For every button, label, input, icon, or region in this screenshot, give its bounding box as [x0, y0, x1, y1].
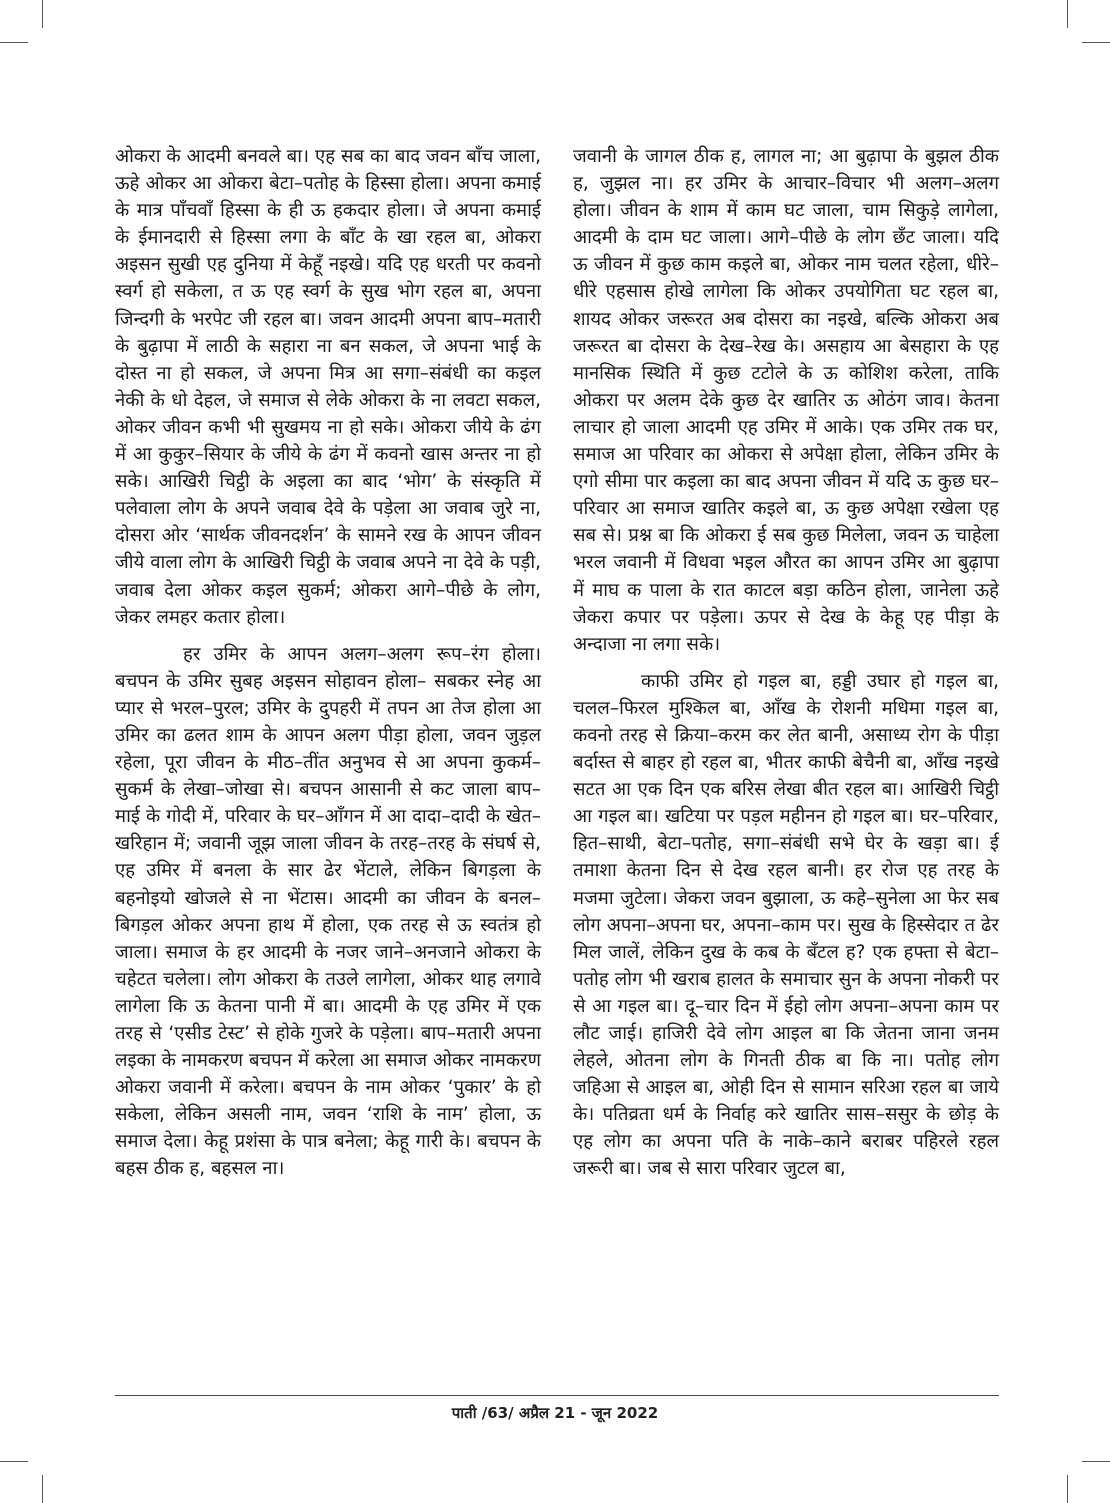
crop-mark: [42, 0, 43, 28]
paragraph: जवानी के जागल ठीक ह, लागल ना; आ बुढ़ापा के बुझल ठीक ह, जुझल ना। हर उमिर के आचार–विचार भी अलग–अलग होला। जीवन के शाम में काम घट जाला, चाम सिकुड़े लागेला, आदमी के दाम घट जाला। आगे–पीछे के लोग छँट जाला। यदि ऊ जीवन में कुछ काम कइले बा, ओकर नाम चलत रहेला, धीरे–धीरे एहसास होखे लागेला कि ओकर उपयोगिता घट रहल बा, शायद ओकर जरूरत अब दोसरा का नइखे, बल्कि ओकरा अब जरूरत बा दोसरा के देख–रेख के। असहाय आ बेसहारा के एह मानसिक स्थिति में कुछ टटोले के ऊ कोशिश करेला, ताकि ओकरा पर अलम देके कुछ देर खातिर ऊ ओठंग जाव। केतना लाचार हो जाला आदमी एह उमिर में आके। एक उमिर तक घर, समाज आ परिवार का ओकरा से अपेक्षा होला, लेकिन उमिर के एगो सीमा पार कइला का बाद अपना जीवन में यदि ऊ कुछ घर–परिवार आ समाज खातिर कइले बा, ऊ कुछ अपेक्षा रखेला एह सब से। प्रश्न बा कि ओकरा ई सब कुछ मिलेला, जवन ऊ चाहेला भरल जवानी में विधवा भइल औरत का आपन उमिर आ बुढ़ापा में माघ क पाला के रात काटल बड़ा कठिन होला, जानेला ऊहे जेकरा कपार पर पड़ेला। ऊपर से देख के केहू एह पीड़ा के अन्दाजा ना लगा सके।: [573, 146, 999, 655]
page-footer: पाती /63/ अप्रैल 21 - जून 2022: [451, 1404, 659, 1422]
crop-mark: [0, 1461, 28, 1462]
paragraph: हर उमिर के आपन अलग–अलग रूप–रंग होला। बचपन के उमिर सुबह अइसन सोहावन होला– सबकर स्नेह आ प्यार से भरल–पुरल; उमिर के दुपहरी में तपन आ तेज होला आ उमिर का ढलत शाम के आपन अलग पीड़ा होला, जवन जुड़ल रहेला, पूरा जीवन के मीठ–तींत अनुभव से आ अपना कुकर्म–सुकर्म के लेखा–जोखा से। बचपन आसानी से कट जाला बाप–माई के गोदी में, परिवार के घर–आँगन में आ दादा–दादी के खेत–खरिहान में; जवानी जूझ जाला जीवन के तरह–तरह के संघर्ष से, एह उमिर में बनला के सार ढेर भेंटाले, लेकिन बिगड़ला के बहनोइयो खोजले से ना भेंटास। आदमी का जीवन के बनल–बिगड़ल ओकर अपना हाथ में होला, एक तरह से ऊ स्वतंत्र हो जाला। समाज के हर आदमी के नजर जाने–अनजाने ओकरा के चहेटत चलेला। लोग ओकरा के तउले लागेला, ओकर थाह लगावे लागेला कि ऊ केतना पानी में बा। आदमी के एह उमिर में एक तरह से ‘एसीड टेस्ट’ से होके गुजरे के पड़ेला। बाप–मतारी अपना लइका के नामकरण बचपन में करेला आ समाज ओकर नामकरण ओकरा जवानी में करेला। बचपन के नाम ओकर ‘पुकार’ के हो सकेला, लेकिन असली नाम, जवन ‘राशि के नाम’ होला, ऊ समाज देला। केहू प्रशंसा के पात्र बनेला; केहू गारी के। बचपन के बहस ठीक ह, बहसल ना।: [115, 643, 541, 1180]
crop-mark: [0, 42, 28, 43]
paragraph: ओकरा के आदमी बनवले बा। एह सब का बाद जवन बॉंच जाला, ऊहे ओकर आ ओकरा बेटा–पतोह के हिस्सा होला। अपना कमाई के मात्र पाँचवाँ हिस्सा के ही ऊ हकदार होला। जे अपना कमाई के ईमानदारी से हिस्सा लगा के बाँट के खा रहल बा, ओकरा अइसन सुखी एह दुनिया में केहूँ नइखे। यदि एह धरती पर कवनो स्वर्ग हो सकेला, त ऊ एह स्वर्ग के सुख भोग रहल बा, अपना जिन्दगी के भरपेट जी रहल बा। जवन आदमी अपना बाप–मतारी के बुढ़ापा में लाठी के सहारा ना बन सकल, जे अपना भाई के दोस्त ना हो सकल, जे अपना मित्र आ सगा–संबंधी का कइल नेकी के धो देहल, जे समाज से लेके ओकरा के ना लवटा सकल, ओकर जीवन कभी भी सुखमय ना हो सके। ओकरा जीये के ढंग में आ कुकुर–सियार के जीये के ढंग में कवनो खास अन्तर ना हो सके। आखिरी चिट्ठी के अइला का बाद ‘भोग’ के संस्कृति में पलेवाला लोग के अपने जवाब देवे के पड़ेला आ जवाब जुरे ना, दोसरा ओर ‘सार्थक जीवनदर्शन’ के सामने रख के आपन जीवन जीये वाला लोग के आखिरी चिट्ठी के जवाब अपने ना देवे के पड़ी, जवाब देला ओकर कइल सुकर्म; ओकरा आगे–पीछे के लोग, जेकर लमहर कतार होला।: [115, 146, 541, 628]
footer-rule: [115, 1395, 999, 1396]
crop-mark: [1082, 42, 1110, 43]
left-column: [115, 143, 541, 1183]
right-column: [573, 143, 999, 1183]
crop-mark: [1082, 1461, 1110, 1462]
paragraph: काफी उमिर हो गइल बा, हड्डी उघार हो गइल बा, चलल–फिरल मुश्किल बा, आँख के रोशनी मधिमा गइल बा, कवनो तरह से क्रिया–करम कर लेत बानी, असाध्य रोग के पीड़ा बर्दास्त से बाहर हो रहल बा, भीतर काफी बेचैनी बा, आँख नइखे सटत आ एक दिन एक बरिस लेखा बीत रहल बा। आखिरी चिट्ठी आ गइल बा। खटिया पर पड़ल महीनन हो गइल बा। घर–परिवार, हित–साथी, बेटा–पतोह, सगा–संबंधी सभे घेर के खड़ा बा। ई तमाशा केतना दिन से देख रहल बानी। हर रोज एह तरह के मजमा जुटेला। जेकरा जवन बुझाला, ऊ कहे–सुनेला आ फेर सब लोग अपना–अपना घर, अपना–काम पर। सुख के हिस्सेदार त ढेर मिल जालें, लेकिन दुख के कब के बँटल ह? एक हफ्ता से बेटा–पतोह लोग भी खराब हालत के समाचार सुन के अपना नोकरी पर से आ गइल बा। दू–चार दिन में ईहो लोग अपना–अपना काम पर लौट जाई। हाजिरी देवे लोग आइल बा कि जेतना जाना जनम लेहले, ओतना लोग के गिनती ठीक बा कि ना। पतोह लोग जहिआ से आइल बा, ओही दिन से सामान सरिआ रहल बा जाये के। पतिव्रता धर्म के निर्वाह करे खातिर सास–ससुर के छोड़ के एह लोग का अपना पति के नाके–काने बराबर पहिरले रहल जरूरी बा। जब से सारा परिवार जुटल बा,: [573, 670, 999, 1180]
crop-mark: [1067, 1475, 1068, 1503]
crop-mark: [1067, 0, 1068, 28]
crop-mark: [42, 1475, 43, 1503]
